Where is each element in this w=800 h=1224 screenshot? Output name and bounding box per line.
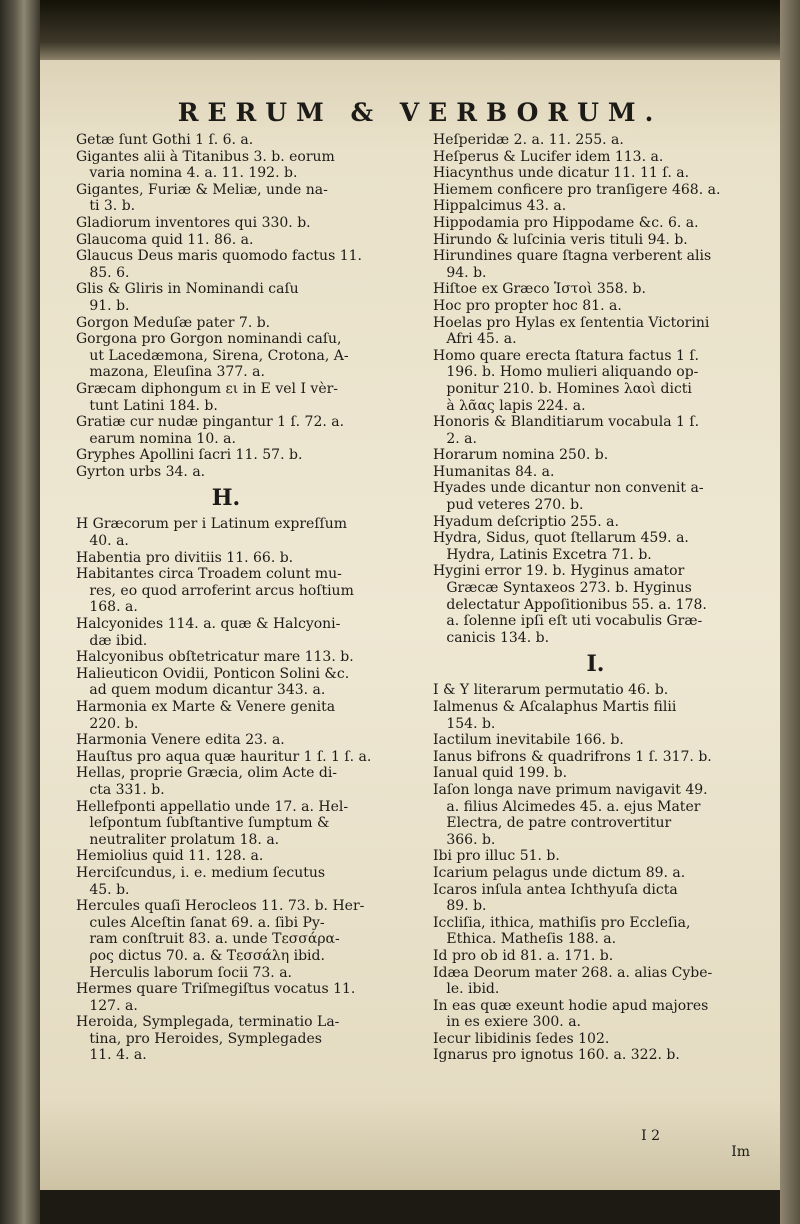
index-line: Herciſcundus, i. e. medium ſecutus [76, 864, 326, 881]
index-line: Halieuticon Ovidii, Ponticon Solini &c. [76, 665, 350, 682]
right-column [433, 132, 758, 1064]
index-line: Iaſon longa nave primum navigavit 49. [433, 781, 708, 798]
index-page [40, 60, 780, 1190]
index-line: 154. b. [433, 715, 496, 732]
index-line: Hirundines quare ſtagna verberent alis [433, 248, 712, 265]
index-line: Electra, de patre controvertitur [433, 815, 672, 832]
index-line: Hiemem conficere pro tranſigere 468. a. [433, 181, 721, 198]
index-line: Iactilum inevitabile 166. b. [433, 732, 624, 749]
index-line: Glis & Gliris in Nominandi caſu [76, 281, 299, 298]
left-column [76, 132, 376, 1064]
index-line: Hoc pro propter hoc 81. a. [433, 297, 622, 314]
index-line: Hellefponti appellatio unde 17. a. Hel- [76, 798, 349, 815]
index-line: mazona, Eleuſina 377. a. [76, 364, 265, 381]
index-line: cta 331. b. [76, 781, 165, 798]
index-line: In eas quæ exeunt hodie apud majores [433, 997, 709, 1014]
index-line: à λᾶας lapis 224. a. [433, 397, 586, 414]
index-line: ut Lacedæmona, Sirena, Crotona, A- [76, 347, 349, 364]
index-line: Hiſtoe ex Græco Ἱστοὶ 358. b. [433, 281, 646, 298]
index-line: Halcyonibus obſtetricatur mare 113. b. [76, 649, 354, 666]
index-line: Hyades unde dicantur non convenit a- [433, 480, 704, 497]
index-line: Hermes quare Triſmegiſtus vocatus 11. [76, 981, 356, 998]
index-line: 91. b. [76, 297, 130, 314]
index-line: Honoris & Blanditiarum vocabula 1 ſ. [433, 414, 700, 431]
index-line: Horarum nomina 250. b. [433, 447, 609, 464]
index-line: Hemiolius quid 11. 128. a. [76, 848, 264, 865]
index-line: Ignarus pro ignotus 160. a. 322. b. [433, 1047, 680, 1064]
index-line: Hippalcimus 43. a. [433, 198, 567, 215]
signature-mark: I 2 [641, 1128, 660, 1144]
index-line: Gigantes alii à Titanibus 3. b. eorum [76, 148, 335, 165]
index-line: Glaucoma quid 11. 86. a. [76, 231, 254, 248]
index-line: Getæ ſunt Gothi 1 ſ. 6. a. [76, 132, 254, 148]
index-line: Ianus bifrons & quadrifrons 1 ſ. 317. b. [433, 748, 712, 765]
index-line: ρος dictus 70. a. & Τεσσάλη ibid. [76, 947, 325, 964]
index-line: Hygini error 19. b. Hyginus amator [433, 563, 685, 580]
index-line: 45. b. [76, 881, 130, 898]
index-line: Hauſtus pro aqua quæ hauritur 1 ſ. 1 ſ. a. [76, 748, 372, 765]
index-line: Gigantes, Furiæ & Meliæ, unde na- [76, 181, 328, 198]
catchword: Im [731, 1144, 750, 1160]
index-line: Humanitas 84. a. [433, 463, 555, 480]
index-line: Hercules quaſi Herocleos 11. 73. b. Her- [76, 898, 365, 915]
index-line: 89. b. [433, 898, 487, 915]
book-binding [0, 0, 40, 1224]
index-line: 220. b. [76, 715, 139, 732]
index-line: Græcam diphongum ει in E vel I vèr- [76, 380, 339, 397]
index-line: Gyrton urbs 34. a. [76, 463, 206, 480]
index-line: Herculis laborum ſocii 73. a. [76, 964, 293, 981]
index-line: tunt Latini 184. b. [76, 397, 218, 414]
index-line: Iccliſia, ithica, mathiſis pro Eccleſia, [433, 914, 691, 931]
index-line: varia nomina 4. a. 11. 192. b. [76, 165, 298, 182]
index-line: Hippodamia pro Hippodame &c. 6. a. [433, 214, 699, 231]
index-line: Harmonia ex Marte & Venere genita [76, 699, 336, 715]
index-line: canicis 134. b. [433, 629, 550, 646]
page-top-shadow [40, 0, 800, 60]
index-line: 366. b. [433, 831, 496, 848]
index-line: Hellas, proprie Græcia, olim Acte di- [76, 765, 338, 782]
index-line: 2. a. [433, 430, 477, 447]
index-line: Hyadum deſcriptio 255. a. [433, 513, 619, 530]
index-line: 168. a. [76, 599, 138, 616]
index-line: leſpontum ſubſtantive ſumptum & [76, 815, 330, 832]
index-line: Id pro ob id 81. a. 171. b. [433, 947, 614, 964]
index-line: H Græcorum per i Latinum expreſſum [76, 516, 347, 533]
index-line: Ianual quid 199. b. [433, 765, 568, 782]
index-line: delectatur Appoſitionibus 55. a. 178. [433, 596, 707, 613]
index-line: Hydra, Latinis Excetra 71. b. [433, 546, 652, 563]
index-line: Habitantes circa Troadem colunt mu- [76, 566, 342, 583]
index-line: Heſperus & Lucifer idem 113. a. [433, 148, 664, 165]
index-line: Heroida, Symplegada, terminatio La- [76, 1014, 340, 1031]
index-line: Gladiorum inventores qui 330. b. [76, 214, 311, 231]
index-line: 40. a. [76, 533, 129, 550]
index-line: ad quem modum dicantur 343. a. [76, 682, 326, 699]
index-line: 196. b. Homo mulieri aliquando op- [433, 364, 699, 381]
index-line: Icarium pelagus unde dictum 89. a. [433, 864, 686, 881]
index-line: Gratiæ cur nudæ pingantur 1 ſ. 72. a. [76, 414, 345, 431]
index-line: earum nomina 10. a. [76, 430, 236, 447]
index-line: in es exiere 300. a. [433, 1014, 582, 1031]
index-line: pud veteres 270. b. [433, 497, 584, 514]
index-line: 127. a. [76, 997, 138, 1014]
index-line: 85. 6. [76, 264, 130, 281]
index-line: le. ibid. [433, 981, 500, 998]
index-line: Iecur libidinis ſedes 102. [433, 1030, 610, 1047]
index-line: res, eo quod arroferint arcus hoſtium [76, 582, 354, 599]
index-line: Idæa Deorum mater 268. a. alias Cybe- [433, 964, 713, 981]
index-line: Harmonia Venere edita 23. a. [76, 732, 285, 749]
running-header: RERUM & VERBORUM. [177, 98, 663, 127]
index-line: Ibi pro illuc 51. b. [433, 848, 560, 865]
index-line: Glaucus Deus maris quomodo factus 11. [76, 248, 362, 265]
index-line: cules Alceſtin ſanat 69. a. ſibi Py- [76, 914, 325, 931]
index-line: Halcyonides 114. a. quæ & Halcyoni- [76, 616, 341, 633]
index-line: Hiacynthus unde dicatur 11. 11 ſ. a. [433, 165, 690, 182]
index-line: Gorgon Meduſæ pater 7. b. [76, 314, 271, 331]
index-line: 94. b. [433, 264, 487, 281]
index-line: a. ſolenne ipſi eſt uti vocabulis Græ- [433, 613, 703, 630]
index-line: Afri 45. a. [433, 331, 517, 348]
index-line: Ethica. Matheſis 188. a. [433, 931, 617, 948]
index-line: ponitur 210. b. Homines λαοὶ dicti [433, 380, 692, 397]
index-line: I & Y literarum permutatio 46. b. [433, 682, 669, 699]
page-footer [80, 1112, 750, 1176]
index-line: 11. 4. a. [76, 1047, 147, 1064]
index-line: ram conſtruit 83. a. unde Τεσσάρα- [76, 931, 340, 948]
index-line: Habentia pro divitiis 11. 66. b. [76, 549, 294, 566]
index-line: ti 3. b. [76, 198, 136, 215]
index-line: Hirundo & luſcinia veris tituli 94. b. [433, 231, 688, 248]
index-line: Ialmenus & Aſcalaphus Martis filii [433, 699, 677, 715]
section-letter: H. [211, 485, 241, 512]
index-line: Hoelas pro Hylas ex ſententia Victorini [433, 314, 710, 331]
index-line: neutraliter prolatum 18. a. [76, 831, 280, 848]
index-line: dæ ibid. [76, 632, 148, 649]
index-line: Gorgona pro Gorgon nominandi caſu, [76, 331, 342, 348]
index-line: Hydra, Sidus, quot ſtellarum 459. a. [433, 530, 689, 547]
index-line: Heſperidæ 2. a. 11. 255. a. [433, 132, 624, 148]
index-line: Gryphes Apollini ſacri 11. 57. b. [76, 447, 303, 464]
index-line: Homo quare erecta ſtatura factus 1 ſ. [433, 347, 699, 364]
index-line: Græcæ Syntaxeos 273. b. Hyginus [433, 580, 692, 597]
index-line: tina, pro Heroides, Symplegades [76, 1030, 322, 1047]
section-letter: I. [586, 651, 605, 678]
index-line: Icaros inſula antea Ichthyuſa dicta [433, 881, 678, 898]
index-line: a. filius Alcimedes 45. a. ejus Mater [433, 798, 701, 815]
page-edge [780, 0, 800, 1224]
